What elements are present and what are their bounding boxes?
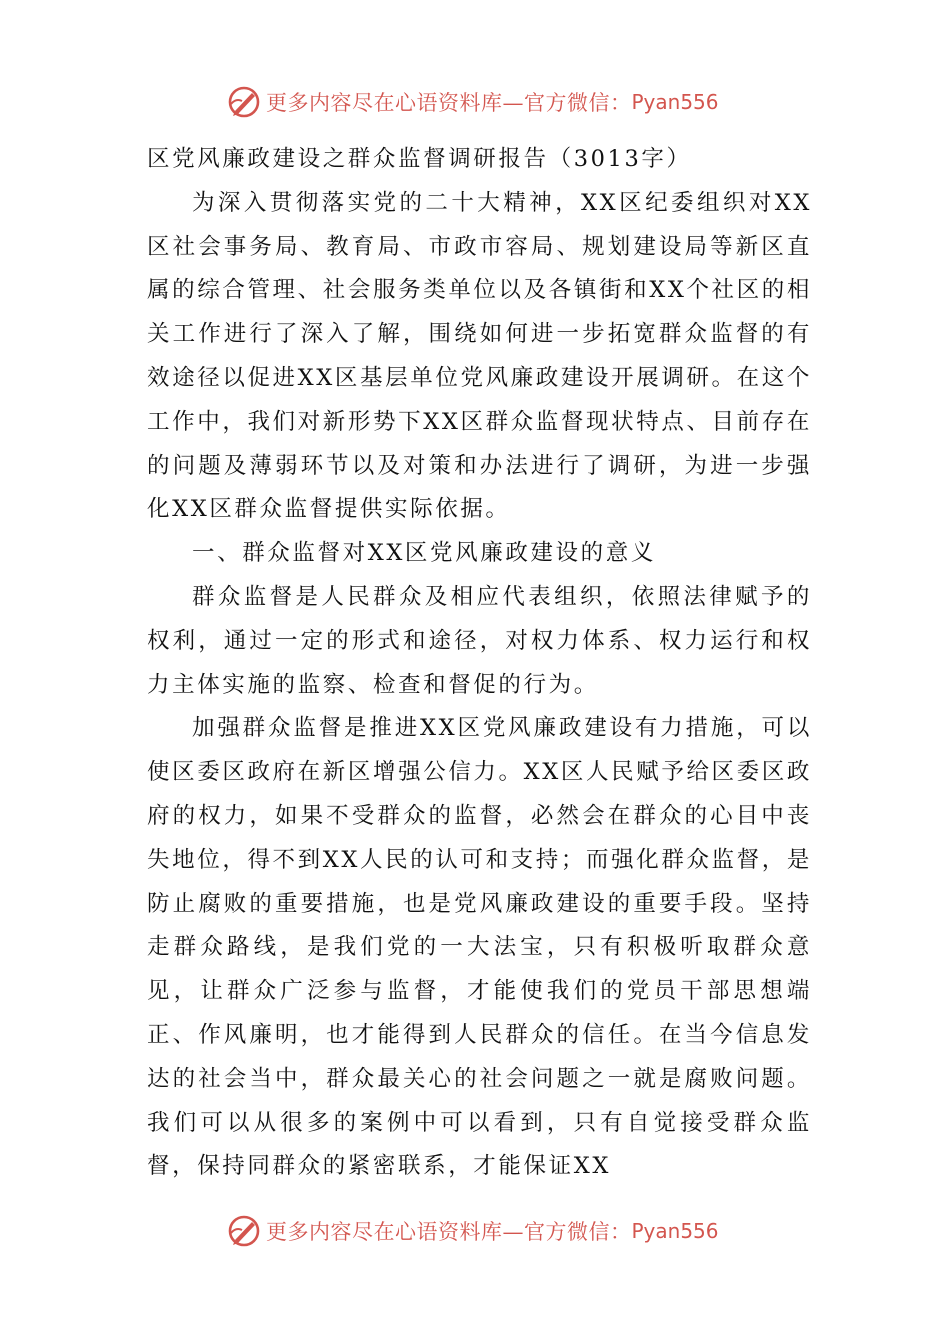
watermark-footer bbox=[226, 1211, 746, 1251]
watermark-text: 更多内容尽在心语资料库—官方微信： bbox=[266, 91, 632, 115]
pen-logo-icon bbox=[226, 84, 262, 120]
document-body bbox=[147, 138, 812, 1189]
document-title: 区党风廉政建设之群众监督调研报告（3013字） bbox=[147, 146, 692, 172]
pen-logo-icon bbox=[226, 1213, 262, 1249]
section-heading: 一、群众监督对XX区党风廉政建设的意义 bbox=[192, 540, 656, 567]
watermark-wechat-id: Pyan556 bbox=[631, 1219, 719, 1243]
section-paragraph: 加强群众监督是推进XX区党风廉政建设有力措施，可以使区委区政府在新区增强公信力。XX区人民赋予给区委区政府的权力，如果不受群众的监督，必然会在群众的心目中丧失地位，得不到XX人民的认可和支持；而强化群众监督，是防止腐败的重要措施，也是党风廉政建设的重要手段。坚持走群众路线，是我们党的一大法宝，只有积极听取群众意见，让群众广泛参与监督，才能使我们的党员干部思想端正、作风廉明，也才能得到人民群众的信任。在当今信息发达的社会当中，群众最关心的社会问题之一就是腐败问题。我们可以从很多的案例中可以看到，只有自觉接受群众监督，保持同群众的紧密联系，才能保证XX bbox=[147, 715, 812, 1180]
intro-paragraph: 为深入贯彻落实党的二十大精神，XX区纪委组织对XX区社会事务局、教育局、市政市容局、规划建设局等新区直属的综合管理、社会服务类单位以及各镇街和XX个社区的相关工作进行了深入了解，围绕如何进一步拓宽群众监督的有效途径以促进XX区基层单位党风廉政建设开展调研。在这个工作中，我们对新形势下XX区群众监督现状特点、目前存在的问题及薄弱环节以及对策和办法进行了调研，为进一步强化XX区群众监督提供实际依据。 bbox=[147, 189, 812, 523]
watermark-header bbox=[226, 82, 746, 122]
watermark-wechat-id: Pyan556 bbox=[631, 90, 719, 114]
section-paragraph: 群众监督是人民群众及相应代表组织，依照法律赋予的权利，通过一定的形式和途径，对权力体系、权力运行和权力主体实施的监察、检查和督促的行为。 bbox=[147, 583, 812, 698]
watermark-text: 更多内容尽在心语资料库—官方微信： bbox=[266, 1220, 632, 1244]
